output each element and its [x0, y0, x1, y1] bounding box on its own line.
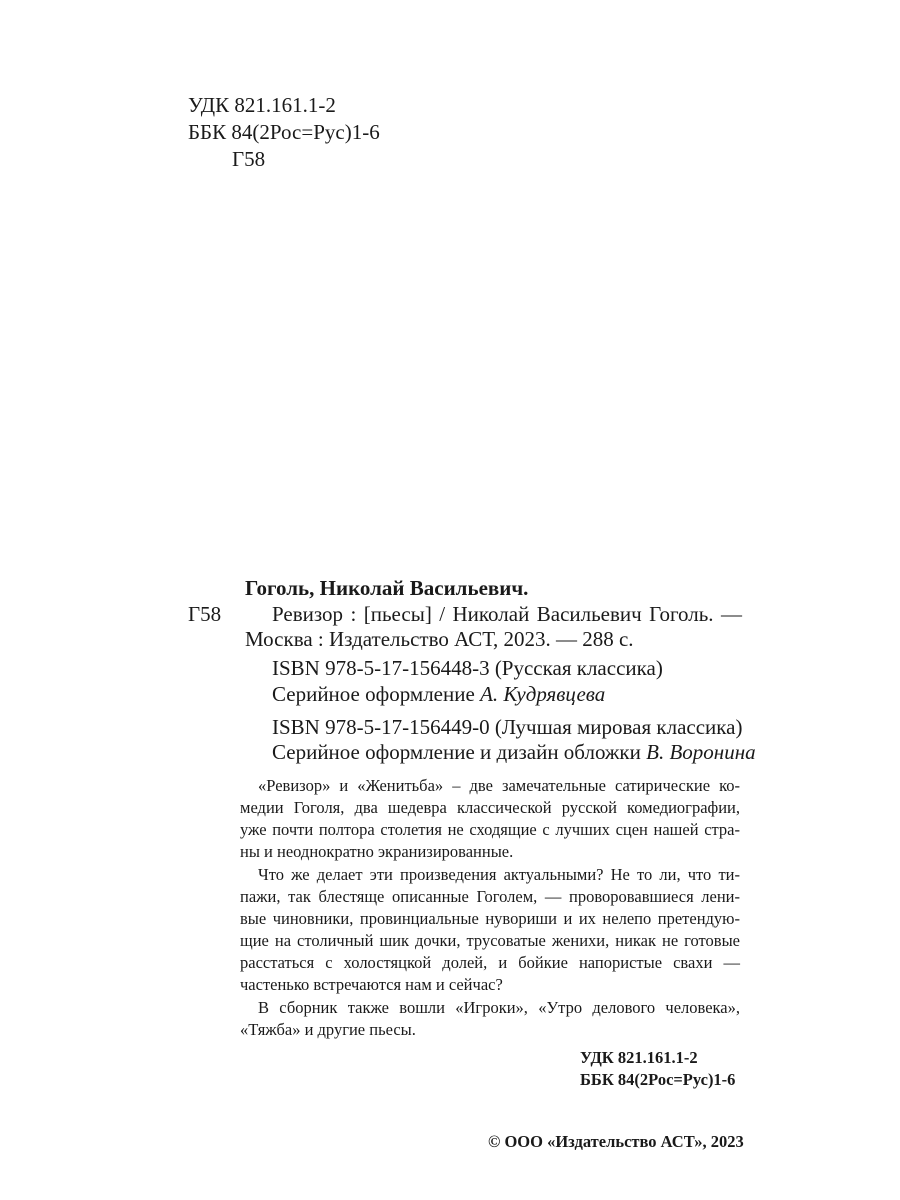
series-design-prefix: Серийное оформление: [272, 682, 481, 706]
annotation-p1-line-3: уже почти полтора столетия не сходящие с лучших сцен нашей стра-: [240, 820, 740, 839]
title-line: Ревизор : [пьесы] / Николай Васильевич Гоголь. —: [272, 602, 742, 626]
annotation-p2-line-1: Что же делает эти произведения актуальными? Не то ли, что ти-: [258, 865, 740, 884]
annotation-p1-line-4: ны и неоднократно экранизированные.: [240, 842, 514, 861]
annotation-p3-line-2: «Тяжба» и другие пьесы.: [240, 1020, 416, 1039]
annotation-p2-line-3: вые чиновники, провинциальные нувориши и их нелепо претендую-: [240, 909, 740, 928]
udk-code-top: УДК 821.161.1-2: [188, 93, 336, 117]
bbk-code-top: ББК 84(2Рос=Рус)1-6: [188, 120, 380, 144]
annotation-p1-line-1: «Ревизор» и «Женитьба» – две замечательные сатирические ко-: [258, 776, 740, 795]
cover-design-prefix: Серийное оформление и дизайн обложки: [272, 740, 647, 764]
isbn-world-classics: ISBN 978-5-17-156449-0 (Лучшая мировая классика): [272, 715, 743, 739]
annotation-p2-line-6: частенько встречаются нам и сейчас?: [240, 975, 503, 994]
udk-code-bottom: УДК 821.161.1-2: [580, 1048, 698, 1067]
annotation-p3-line-1: В сборник также вошли «Игроки», «Утро делового человека»,: [258, 998, 740, 1017]
annotation-p1-line-2: медии Гоголя, два шедевра классической русской комедиографии,: [240, 798, 740, 817]
author-sign-top: Г58: [232, 147, 266, 171]
series-designer-name: А. Кудрявцева: [480, 682, 606, 706]
copyright-notice: © ООО «Издательство АСТ», 2023: [488, 1132, 744, 1151]
annotation-p2-line-2: пажи, так блестяще описанные Гоголем, — проворовавшиеся лени-: [240, 887, 740, 906]
cover-design-credit: [272, 742, 756, 763]
annotation-p2-line-4: щие на столичный шик дочки, трусоватые женихи, никак не готовые: [240, 931, 740, 950]
annotation-p2-line-5: расстаться с холостяцкой долей, и бойкие напористые свахи —: [240, 953, 740, 972]
cover-designer-name: В. Воронина: [646, 740, 756, 764]
isbn-russian-classics: ISBN 978-5-17-156448-3 (Русская классика): [272, 656, 663, 680]
imprint-line: Москва : Издательство АСТ, 2023. — 288 с.: [245, 627, 634, 651]
series-design-credit: [272, 684, 605, 705]
bbk-code-bottom: ББК 84(2Рос=Рус)1-6: [580, 1070, 736, 1089]
author-heading: Гоголь, Николай Васильевич.: [245, 576, 529, 600]
author-sign: Г58: [188, 602, 222, 626]
